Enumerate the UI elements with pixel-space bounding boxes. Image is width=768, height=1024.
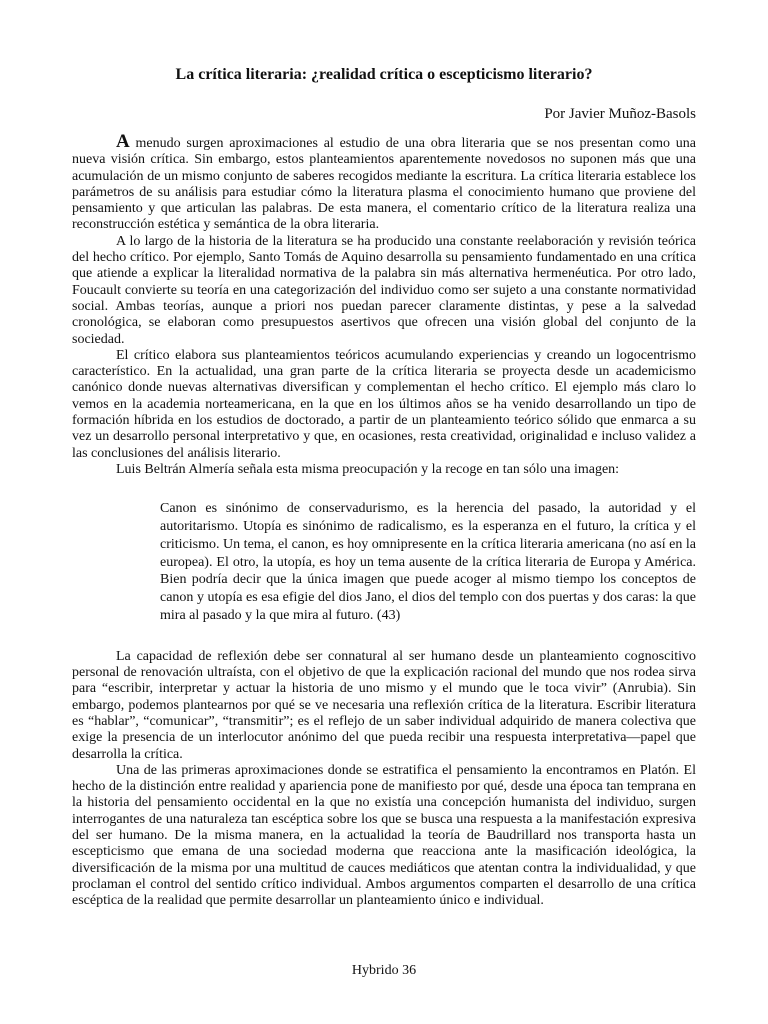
paragraph-3: El crítico elabora sus planteamientos teóricos acumulando experiencias y creando un logocentrismo característico. En la actualidad, una gran parte de la crítica literaria se proyecta desde un academicismo canónico donde nuevas alternativas diversifican y complementan el hecho crítico. El ejemplo más claro lo vemos en la academia norteamericana, en la que en los últimos años se ha venido desarrollando un tipo de formación híbrida en los estudios de doctorado, a partir de un planteamiento teórico sólido que enmarca a su vez un desarrollo personal interpretativo y que, en ocasiones, resta creatividad, originalidad e incluso validez a las conclusiones del análisis literario. [72,347,696,461]
article-body [72,131,696,910]
paragraph-1-text: menudo surgen aproximaciones al estudio de una obra literaria que se nos presentan como una nueva visión crítica. Sin embargo, estos planteamientos aparentemente novedosos no suponen más que una acumulación de un mismo conjunto de saberes recogidos mediante la escritura. La crítica literaria establece los parámetros de su análisis para estudiar cómo la literatura plasma el conocimiento humano que proviene del pensamiento y que articulan las palabras. De esta manera, el comentario crítico de la literatura realiza una reconstrucción estética y semántica de la obra literaria. [72,136,696,233]
drop-cap-letter: A [116,131,130,152]
paragraph-2: A lo largo de la historia de la literatura se ha producido una constante reelaboración y revisión teórica del hecho crítico. Por ejemplo, Santo Tomás de Aquino desarrolla su pensamiento fundamentado en una crítica que atiende a explicar la literalidad normativa de la palabra sin más alternativa hermenéutica. Por otro lado, Foucault convierte su teoría en una categorización del individuo como ser sujeto a una constante normatividad social. Ambas teorías, aunque a priori nos puedan parecer claramente distintas, y pese a la salvedad cronológica, se elaboran como presupuestos asertivos que ofrecen una visión global del conjunto de la sociedad. [72,233,696,347]
paragraph-1 [72,131,696,234]
block-quote: Canon es sinónimo de conservadurismo, es la herencia del pasado, la autoridad y el autoritarismo. Utopía es sinónimo de radicalismo, es la esperanza en el futuro, la crítica y el criticismo. Un tema, el canon, es hoy omnipresente en la crítica literaria americana (no así en la europea). El otro, la utopía, es hoy un tema ausente de la crítica literaria de Europa y América. Bien podría decir que la única imagen que puede acoger al mismo tiempo los conceptos de canon y utopía es esa efigie del dios Jano, el dios del templo con dos puertas y dos caras: la que mira al pasado y la que mira al futuro. (43) [160,501,696,624]
article-title: La crítica literaria: ¿realidad crítica o escepticismo literario? [175,66,593,83]
article-author: Por Javier Muñoz-Basols [544,106,696,122]
paragraph-5: La capacidad de reflexión debe ser connatural al ser humano desde un planteamiento cognoscitivo personal de renovación ultraísta, con el objetivo de que la explicación racional del mundo que nos rodea sirva para “escribir, interpretar y actuar la historia de uno mismo y el mundo que le toca vivir” (Anrubia). Sin embargo, podemos plantearnos por qué se ve necesaria una reflexión crítica de la literatura. Escribir literatura es “hablar”, “comunicar”, “transmitir”; es el reflejo de un saber individual adquirido de manera colectiva que exige la presencia de un interlocutor anónimo del que pueda recibir una respuesta interpretativa—papel que desarrolla la crítica. [72,648,696,762]
page-footer: Hybrido 36 [351,963,417,978]
paragraph-6: Una de las primeras aproximaciones donde se estratifica el pensamiento la encontramos en Platón. El hecho de la distinción entre realidad y apariencia pone de manifiesto por qué, desde una época tan temprana en la historia del pensamiento occidental en la que no existía una concepción humanista del individuo, surgen interrogantes de una naturaleza tan escéptica sobre los que se busca una respuesta a la manifestación expresiva del ser humano. De la misma manera, en la actualidad la teoría de Baudrillard nos transporta hasta un escepticismo que emana de una sociedad moderna que reacciona ante la masificación ideológica, la diversificación de la misma por una multitud de cauces mediáticos que atentan contra la individualidad, y que proclaman el control del sentido crítico individual. Ambos argumentos comparten el desarrollo de una crítica escéptica de la realidad que permite desarrollar un planteamiento único e individual. [72,762,696,909]
paragraph-4: Luis Beltrán Almería señala esta misma preocupación y la recoge en tan sólo una imagen: [116,461,620,477]
document-page [72,0,696,1024]
